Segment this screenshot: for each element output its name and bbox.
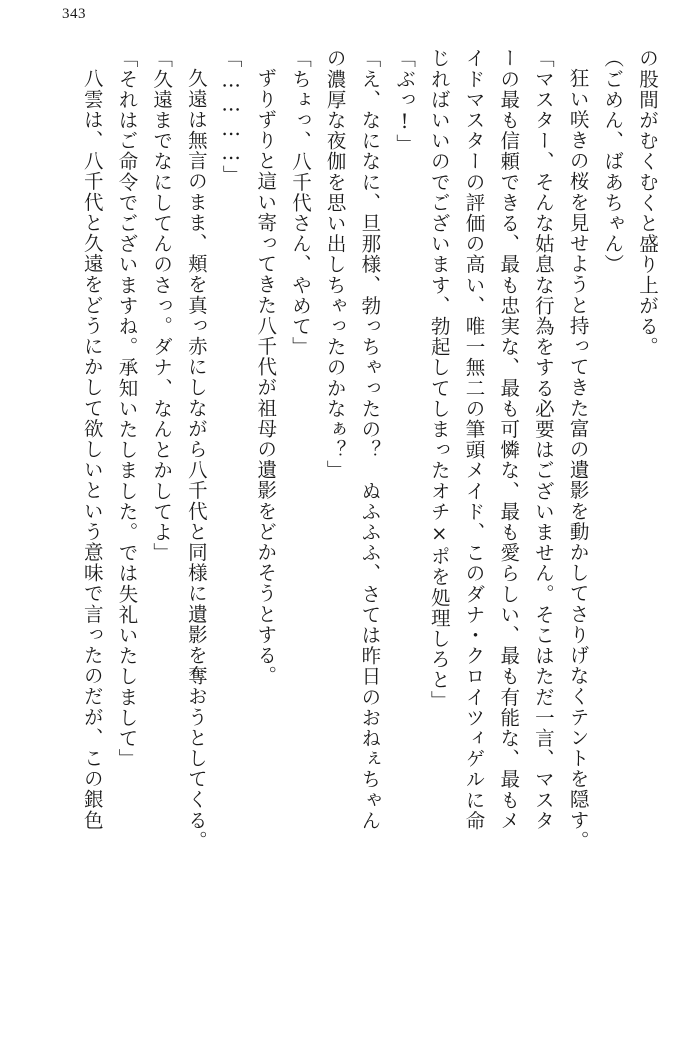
text-line: 「え、なになに、旦那様、勃っちゃったの？ ぬふふふ、さては昨日のおねぇちゃん	[358, 48, 382, 831]
text-line: 久遠は無言のまま、頬を真っ赤にしながら八千代と同様に遺影を奪おうとしてくる。	[184, 68, 208, 851]
text-line: の濃厚な夜伽を思い出しちゃったのかなぁ？」	[323, 48, 347, 481]
text-line: じればいいのでございます、勃起してしまったオチ×ポを処理しろと」	[427, 48, 451, 711]
text-line: 「マスター、そんな姑息な行為をする必要はございません。そこはただ一言、マスタ	[531, 48, 555, 831]
text-line: 八雲は、八千代と久遠をどうにかして欲しいという意味で言ったのだが、この銀色	[80, 68, 104, 831]
text-line: 「久遠までなにしてんのさっ。ダナ、なんとかしてよ」	[150, 48, 174, 563]
text-line: 「…………」	[219, 48, 243, 186]
text-line: ーの最も信頼できる、最も忠実な、最も可憐な、最も愛らしい、最も有能な、最もメ	[497, 48, 521, 831]
text-line: 「それはご命令でございますね。承知いたしました。では失礼いたしまして」	[115, 48, 139, 769]
text-line: の股間がむくむくと盛り上がる。	[636, 48, 659, 357]
text-line: ずりずりと這い寄ってきた八千代が祖母の遺影をどかそうとする。	[254, 68, 278, 686]
text-line: 狂い咲きの桜を見せようと持ってきた富の遺影を動かしてさりげなくテントを隠す。	[566, 68, 590, 851]
page-number: 343	[62, 6, 86, 22]
text-line: （ごめん、ばあちゃん）	[601, 48, 625, 275]
text-line: イドマスターの評価の高い、唯一無二の筆頭メイド、このダナ・クロイツィゲルに命	[462, 48, 486, 831]
text-line: 「ぶっ!」	[393, 48, 417, 155]
text-line: 「ちょっ、八千代さん、やめて」	[288, 48, 312, 357]
body-text	[28, 48, 664, 1030]
